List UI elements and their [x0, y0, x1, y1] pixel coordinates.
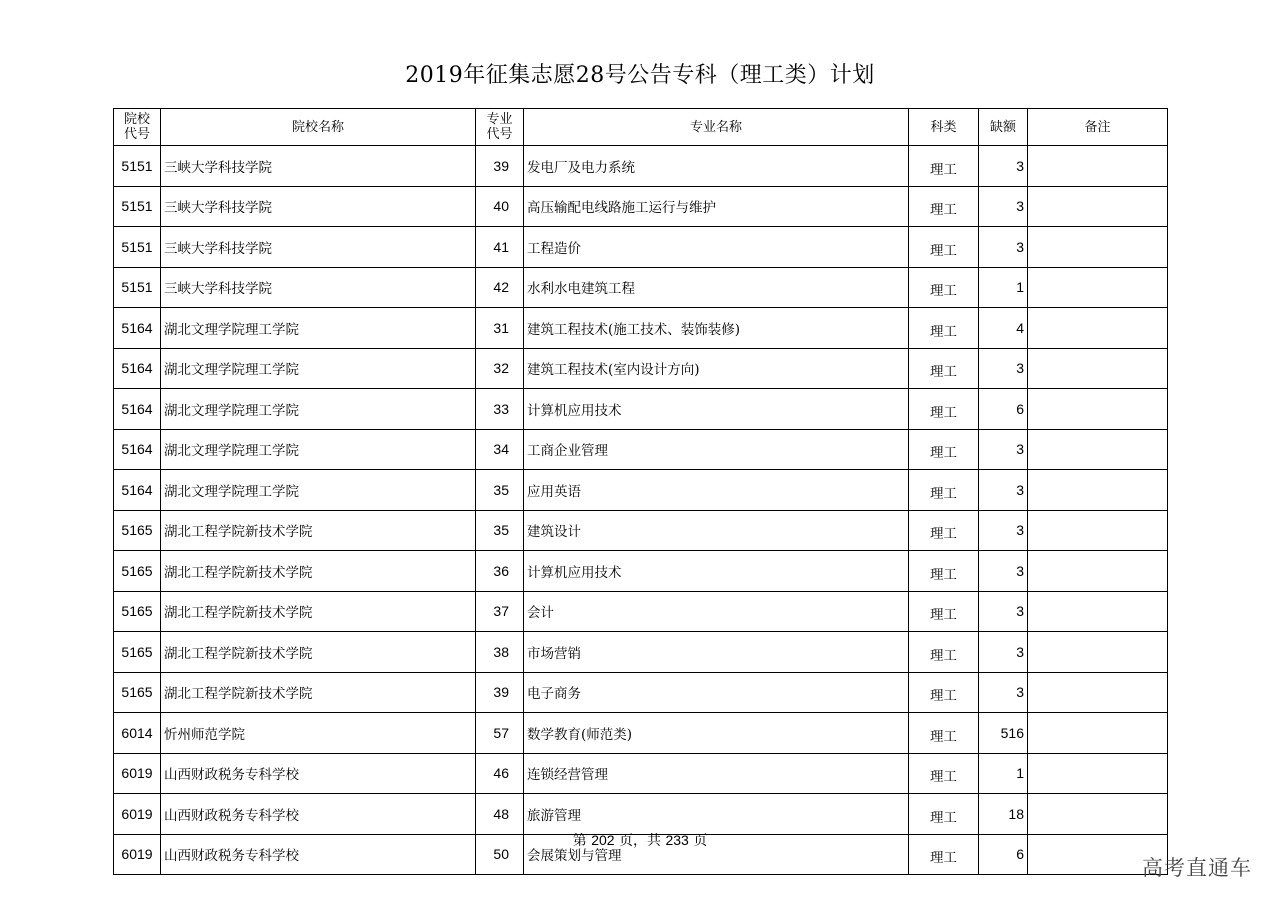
plan-table [113, 108, 1168, 875]
cell-note [1028, 713, 1168, 754]
cell-category: 理工 [909, 146, 979, 187]
cell-school-name: 湖北工程学院新技术学院 [161, 672, 476, 713]
cell-note [1028, 672, 1168, 713]
cell-major-name: 发电厂及电力系统 [524, 146, 909, 187]
cell-major-code: 32 [476, 348, 524, 389]
cell-note [1028, 348, 1168, 389]
table-row [114, 632, 1168, 673]
cell-vacancy: 516 [979, 713, 1028, 754]
cell-note [1028, 227, 1168, 268]
cell-vacancy: 1 [979, 753, 1028, 794]
header-major-code [476, 109, 524, 146]
cell-major-code: 36 [476, 551, 524, 592]
cell-school-name: 湖北工程学院新技术学院 [161, 551, 476, 592]
cell-school-code: 5165 [114, 510, 161, 551]
cell-school-name: 湖北文理学院理工学院 [161, 429, 476, 470]
cell-category: 理工 [909, 632, 979, 673]
cell-category: 理工 [909, 308, 979, 349]
cell-category: 理工 [909, 794, 979, 835]
cell-vacancy: 3 [979, 146, 1028, 187]
cell-note [1028, 794, 1168, 835]
cell-vacancy: 3 [979, 551, 1028, 592]
cell-school-code: 5151 [114, 186, 161, 227]
table-row [114, 753, 1168, 794]
table-row [114, 146, 1168, 187]
header-school-name: 院校名称 [161, 109, 476, 146]
cell-note [1028, 429, 1168, 470]
cell-school-code: 5165 [114, 672, 161, 713]
cell-note [1028, 146, 1168, 187]
cell-major-code: 34 [476, 429, 524, 470]
cell-major-name: 水利水电建筑工程 [524, 267, 909, 308]
cell-vacancy: 3 [979, 510, 1028, 551]
cell-major-name: 数学教育(师范类) [524, 713, 909, 754]
cell-vacancy: 3 [979, 227, 1028, 268]
cell-category: 理工 [909, 348, 979, 389]
cell-school-code: 5165 [114, 551, 161, 592]
cell-major-name: 建筑设计 [524, 510, 909, 551]
header-school-code [114, 109, 161, 146]
cell-school-name: 湖北工程学院新技术学院 [161, 510, 476, 551]
cell-school-name: 湖北文理学院理工学院 [161, 308, 476, 349]
cell-note [1028, 551, 1168, 592]
cell-major-name: 工程造价 [524, 227, 909, 268]
cell-major-name: 应用英语 [524, 470, 909, 511]
cell-vacancy: 18 [979, 794, 1028, 835]
cell-vacancy: 3 [979, 429, 1028, 470]
cell-category: 理工 [909, 713, 979, 754]
cell-note [1028, 753, 1168, 794]
cell-category: 理工 [909, 672, 979, 713]
cell-note [1028, 510, 1168, 551]
footer-suffix: 页 [688, 833, 708, 849]
footer-middle: 页，共 [614, 833, 666, 849]
header-major-code-line2: 代号 [486, 127, 513, 142]
cell-category: 理工 [909, 389, 979, 430]
cell-major-name: 会展策划与管理 [524, 834, 909, 875]
cell-major-name: 会计 [524, 591, 909, 632]
page-footer [0, 830, 1280, 850]
table-row [114, 227, 1168, 268]
cell-note [1028, 308, 1168, 349]
cell-major-name: 市场营销 [524, 632, 909, 673]
cell-vacancy: 1 [979, 267, 1028, 308]
cell-major-code: 39 [476, 672, 524, 713]
cell-major-name: 计算机应用技术 [524, 389, 909, 430]
cell-major-code: 33 [476, 389, 524, 430]
table-row [114, 389, 1168, 430]
document-title: 2019年征集志愿28号公告专科（理工类）计划 [405, 63, 875, 88]
cell-school-code: 5151 [114, 146, 161, 187]
cell-major-name: 旅游管理 [524, 794, 909, 835]
cell-school-code: 5151 [114, 227, 161, 268]
cell-major-code: 41 [476, 227, 524, 268]
cell-note [1028, 470, 1168, 511]
table-header-row [114, 109, 1168, 146]
cell-major-code: 57 [476, 713, 524, 754]
cell-major-code: 38 [476, 632, 524, 673]
cell-category: 理工 [909, 551, 979, 592]
watermark-text: 高考直通车 [1142, 856, 1252, 880]
cell-school-name: 三峡大学科技学院 [161, 267, 476, 308]
cell-major-name: 连锁经营管理 [524, 753, 909, 794]
cell-note [1028, 591, 1168, 632]
cell-vacancy: 3 [979, 470, 1028, 511]
header-major-code-line1: 专业 [486, 112, 513, 127]
cell-major-code: 40 [476, 186, 524, 227]
header-major-name: 专业名称 [524, 109, 909, 146]
table-row [114, 672, 1168, 713]
cell-school-name: 三峡大学科技学院 [161, 227, 476, 268]
cell-major-name: 计算机应用技术 [524, 551, 909, 592]
footer-prefix: 第 [572, 833, 592, 849]
cell-major-code: 37 [476, 591, 524, 632]
header-category: 科类 [909, 109, 979, 146]
cell-major-name: 工商企业管理 [524, 429, 909, 470]
cell-note [1028, 267, 1168, 308]
cell-note [1028, 389, 1168, 430]
table-row [114, 551, 1168, 592]
cell-school-code: 5164 [114, 389, 161, 430]
cell-major-code: 50 [476, 834, 524, 875]
cell-school-code: 6014 [114, 713, 161, 754]
cell-school-code: 5165 [114, 632, 161, 673]
cell-category: 理工 [909, 227, 979, 268]
footer-total-pages: 233 [665, 832, 689, 848]
cell-school-name: 湖北文理学院理工学院 [161, 348, 476, 389]
cell-major-name: 电子商务 [524, 672, 909, 713]
cell-major-code: 48 [476, 794, 524, 835]
table-row [114, 429, 1168, 470]
cell-school-name: 山西财政税务专科学校 [161, 834, 476, 875]
cell-vacancy: 3 [979, 591, 1028, 632]
cell-school-code: 5164 [114, 429, 161, 470]
cell-category: 理工 [909, 591, 979, 632]
header-note: 备注 [1028, 109, 1168, 146]
cell-note [1028, 186, 1168, 227]
cell-vacancy: 4 [979, 308, 1028, 349]
table-row [114, 470, 1168, 511]
table-row [114, 510, 1168, 551]
cell-school-code: 5164 [114, 348, 161, 389]
cell-vacancy: 3 [979, 348, 1028, 389]
cell-category: 理工 [909, 470, 979, 511]
cell-school-name: 湖北文理学院理工学院 [161, 389, 476, 430]
table-row [114, 713, 1168, 754]
table-row [114, 794, 1168, 835]
header-school-code-line2: 代号 [123, 127, 150, 142]
cell-major-code: 46 [476, 753, 524, 794]
header-vacancy: 缺额 [979, 109, 1028, 146]
table-row [114, 348, 1168, 389]
cell-school-name: 三峡大学科技学院 [161, 146, 476, 187]
cell-major-name: 高压输配电线路施工运行与维护 [524, 186, 909, 227]
cell-category: 理工 [909, 753, 979, 794]
cell-major-name: 建筑工程技术(室内设计方向) [524, 348, 909, 389]
table-row [114, 267, 1168, 308]
cell-school-code: 6019 [114, 794, 161, 835]
cell-major-code: 35 [476, 470, 524, 511]
cell-school-code: 6019 [114, 753, 161, 794]
cell-school-name: 忻州师范学院 [161, 713, 476, 754]
cell-school-code: 5164 [114, 470, 161, 511]
cell-school-name: 湖北工程学院新技术学院 [161, 591, 476, 632]
cell-major-code: 31 [476, 308, 524, 349]
cell-vacancy: 3 [979, 186, 1028, 227]
cell-major-code: 42 [476, 267, 524, 308]
cell-vacancy: 3 [979, 632, 1028, 673]
cell-vacancy: 3 [979, 672, 1028, 713]
cell-category: 理工 [909, 834, 979, 875]
table-row [114, 186, 1168, 227]
cell-major-name: 建筑工程技术(施工技术、装饰装修) [524, 308, 909, 349]
cell-school-name: 三峡大学科技学院 [161, 186, 476, 227]
cell-vacancy: 6 [979, 389, 1028, 430]
cell-category: 理工 [909, 429, 979, 470]
cell-school-code: 6019 [114, 834, 161, 875]
cell-school-name: 山西财政税务专科学校 [161, 753, 476, 794]
cell-school-name: 湖北文理学院理工学院 [161, 470, 476, 511]
cell-school-name: 山西财政税务专科学校 [161, 794, 476, 835]
cell-category: 理工 [909, 267, 979, 308]
cell-school-name: 湖北工程学院新技术学院 [161, 632, 476, 673]
cell-major-code: 39 [476, 146, 524, 187]
cell-vacancy: 6 [979, 834, 1028, 875]
cell-note [1028, 632, 1168, 673]
cell-school-code: 5165 [114, 591, 161, 632]
header-school-code-line1: 院校 [123, 112, 150, 127]
footer-page-number: 202 [591, 832, 615, 848]
cell-major-code: 35 [476, 510, 524, 551]
table-row [114, 308, 1168, 349]
cell-category: 理工 [909, 510, 979, 551]
table-row [114, 591, 1168, 632]
cell-school-code: 5164 [114, 308, 161, 349]
cell-category: 理工 [909, 186, 979, 227]
cell-school-code: 5151 [114, 267, 161, 308]
table-body [114, 146, 1168, 875]
